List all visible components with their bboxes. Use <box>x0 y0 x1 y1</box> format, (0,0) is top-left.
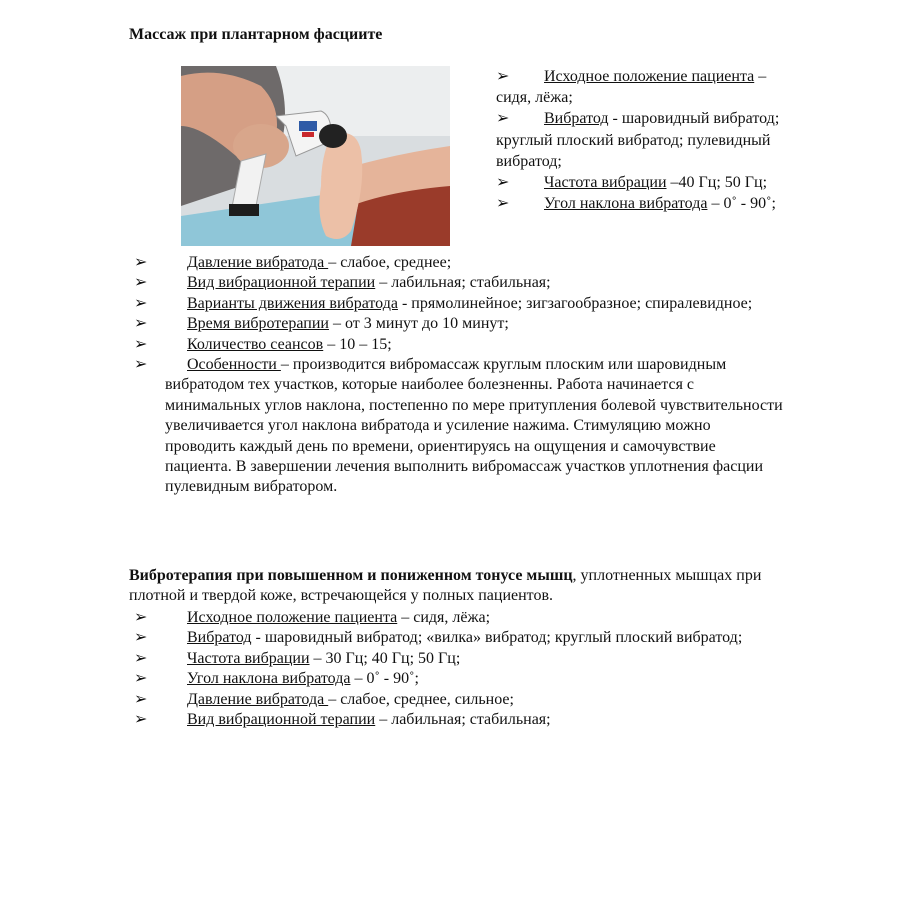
list-item-text: – 30 Гц; 40 Гц; 50 Гц; <box>309 649 461 667</box>
section1-title: Массаж при плантарном фасциите <box>129 26 383 43</box>
side-item <box>496 108 786 172</box>
list-item-text: - прямолинейное; зигзагообразное; спиралевидное; <box>397 294 753 312</box>
section1-list <box>0 253 900 498</box>
list-item-label: Угол наклона вибратода <box>187 670 351 688</box>
side-item-label: Вибратод <box>544 110 609 128</box>
side-item <box>496 193 786 214</box>
list-item-label: Особенности <box>187 356 281 374</box>
list-item <box>0 710 785 730</box>
list-item-label: Давление вибратода <box>187 254 329 271</box>
list-item-text: – слабое, среднее; <box>328 254 452 271</box>
list-item <box>0 294 785 314</box>
bullet-arrow-icon: ➢ <box>134 649 148 667</box>
side-item-text: - шаровидный вибратод; круглый плоский вибратод; пулевидный вибратод; <box>496 110 780 170</box>
list-item-label: Частота вибрации <box>187 649 310 667</box>
list-item <box>0 355 785 498</box>
list-item <box>0 628 785 648</box>
side-item-label: Исходное положение пациента <box>544 68 755 85</box>
list-item-label: Вид вибрационной терапии <box>187 274 376 292</box>
list-item-label: Время вибротерапии <box>187 315 329 333</box>
bullet-arrow-icon: ➢ <box>134 629 148 647</box>
list-item <box>0 273 785 293</box>
list-item-text: – 0˚ - 90˚; <box>350 670 419 688</box>
bullet-arrow-icon: ➢ <box>134 711 148 729</box>
list-item-label: Давление вибратода <box>187 690 329 708</box>
section2-title: Вибротерапия при повышенном и пониженном тонусе мышц <box>129 567 573 584</box>
list-item-text: - шаровидный вибратод; «вилка» вибратод; круглый плоский вибратод; <box>251 629 743 647</box>
bullet-arrow-icon: ➢ <box>134 690 148 708</box>
list-item-label: Вибратод <box>187 629 252 647</box>
list-item-label: Исходное положение пациента <box>187 609 398 626</box>
list-item-text: – от 3 минут до 10 минут; <box>328 315 509 333</box>
bullet-arrow-icon: ➢ <box>134 356 148 374</box>
section2-list <box>0 608 900 730</box>
side-item-label: Угол наклона вибратода <box>544 195 708 213</box>
list-item-label: Варианты движения вибратода <box>187 294 398 312</box>
list-item-label: Вид вибрационной терапии <box>187 711 376 729</box>
bullet-arrow-icon: ➢ <box>134 609 148 626</box>
list-item-text: – лабильная; стабильная; <box>375 711 551 729</box>
bullet-arrow-icon: ➢ <box>134 670 148 688</box>
side-item-text: – сидя, лёжа; <box>496 68 767 107</box>
list-item <box>0 669 785 689</box>
list-item <box>0 335 785 355</box>
section2-title-rest: , уплотненных мышцах при плотной и твердой коже, встречающейся у полных пациентов. <box>129 567 762 605</box>
bullet-arrow-icon: ➢ <box>134 254 148 271</box>
side-item-text: – 0˚ - 90˚; <box>707 195 776 213</box>
list-item-text: – слабое, среднее, сильное; <box>328 690 514 708</box>
massage-photo-illustration <box>181 66 450 246</box>
list-item-text: – лабильная; стабильная; <box>375 274 551 292</box>
list-item-label: Количество сеансов <box>187 335 324 353</box>
bullet-arrow-icon: ➢ <box>496 195 510 213</box>
bullet-arrow-icon: ➢ <box>134 335 148 353</box>
list-item-text: – сидя, лёжа; <box>397 609 491 626</box>
side-list <box>496 66 786 214</box>
list-item <box>0 690 785 710</box>
list-item <box>0 253 785 273</box>
bullet-arrow-icon: ➢ <box>134 274 148 292</box>
list-item <box>0 608 785 628</box>
list-item-text: – производится вибромассаж круглым плоским или шаровидным вибратодом тех участков, которые наиболее болезненны. Работа начинается с минимальных углов наклона, постепенно по мере притупления болевой чувствительности увеличивается угол наклона вибратода и усиление нажима. Стимуляцию можно проводить каждый день по времени, ориентируясь на ощущения и самочувствие пациента. В завершении лечения выполнить вибромассаж участков уплотнения фасции пулевидным вибратором. <box>165 356 783 496</box>
side-item <box>496 66 786 108</box>
list-item <box>0 314 785 334</box>
list-item <box>0 649 785 669</box>
bullet-arrow-icon: ➢ <box>496 174 510 192</box>
bullet-arrow-icon: ➢ <box>496 110 510 128</box>
massage-gun-photo <box>181 66 450 246</box>
section2-intro <box>129 566 779 607</box>
side-item-text: –40 Гц; 50 Гц; <box>666 174 768 192</box>
bullet-arrow-icon: ➢ <box>134 294 148 312</box>
bullet-arrow-icon: ➢ <box>134 315 148 333</box>
bullet-arrow-icon: ➢ <box>496 68 510 85</box>
list-item-text: – 10 – 15; <box>323 335 392 353</box>
side-item <box>496 172 786 193</box>
side-item-label: Частота вибрации <box>544 174 667 192</box>
